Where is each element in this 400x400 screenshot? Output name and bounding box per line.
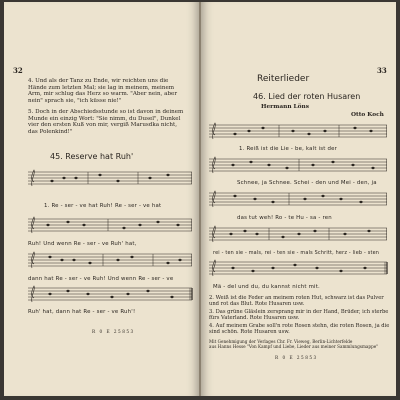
composer: Otto Koch — [351, 112, 384, 118]
music-staff — [209, 260, 387, 280]
lyric-line: dann hat Re - ser - ve Ruh! Und wenn Re - ser - ve — [28, 276, 174, 282]
right-page — [201, 2, 396, 396]
lyric-line: Mä - del und du, du kannst nicht mit. — [213, 284, 320, 290]
verse-4: 4. Auf meinem Grabe soll'n rote Rosen stehn, die roten Rosen, ja die sind schön. Rote Husaren usw. — [209, 323, 390, 336]
song-title: 46. Lied der roten Husaren — [253, 92, 361, 101]
lyric-line: Ruh' hat, dann hat Re - ser - ve Ruh'! — [28, 309, 136, 315]
section-title: Reiterlieder — [257, 74, 310, 84]
music-staff — [209, 157, 387, 177]
lyric-line: 1. Re - ser - ve hat Ruh! Re - ser - ve hat — [44, 203, 162, 209]
page-number: 33 — [377, 66, 387, 75]
verse-4: 4. Und als der Tanz zu Ende, wir reichten uns die Hände zum letzten Mal; sie lag in meinem, meinem Arm, mir schlug das Herz so warm. "Aber nein, aber nein" sprach sie, "ich küsse nie!" — [28, 78, 178, 105]
lyricist: Hermann Löns — [261, 104, 309, 110]
music-staff — [28, 286, 192, 306]
footer-code: R 0 E 25853 — [92, 329, 135, 334]
lyric-line: rei - ten sie - mals, rei - ten sie - mals Schritt, herz - lieb - sten — [213, 250, 380, 256]
copyright-line: aus Hanns Hesse "Von Kampf und Liebe, Lieder aus meiner Sammlungsmappe" — [209, 344, 379, 349]
verse-2: 2. Weiß ist die Feder an meinem roten Hut, schwarz ist das Pulver und rot das Blut. Rote Husaren usw. — [209, 295, 384, 308]
music-staff — [28, 217, 192, 237]
left-page — [4, 2, 199, 396]
footer-code: R 0 E 25853 — [275, 355, 318, 360]
copyright-line: Mit Genehmigung der Verlages Chr. Fr. Vieweg, Berlin-Lichterfelde — [209, 339, 353, 344]
lyric-line: Ruh! Und wenn Re - ser - ve Ruh' hat, — [28, 241, 137, 247]
page-number: 32 — [13, 66, 23, 75]
song-title: 45. Reserve hat Ruh' — [50, 152, 134, 161]
music-staff — [209, 123, 387, 143]
verse-3: 3. Das grüne Gläslein zersprang mir in der Hand, Brüder, ich sterbe fürs Vaterland. Rote Husaren usw. — [209, 309, 389, 322]
lyric-line: 1. Reiß ist die Lie - be, kalt ist der — [239, 146, 338, 152]
verse-5: 5. Doch in der Abschiedsstunde so ist davon in deinem Munde ein einzig Wort: "Sie nimm, du Dusel", Dunkel vier den ersten Kuß von mir, vergiß Marusdka nicht, das Polenkind!" — [28, 109, 184, 136]
lyric-line: das tut weh! Ro - te Hu - sa - ren — [237, 215, 332, 221]
lyric-line: Schnee, ja Schnee. Schei - den und Mei - den, ja — [237, 180, 377, 186]
music-staff — [209, 226, 387, 246]
music-staff — [209, 191, 387, 211]
music-staff — [28, 170, 192, 190]
music-staff — [28, 252, 192, 272]
open-songbook — [4, 2, 396, 396]
